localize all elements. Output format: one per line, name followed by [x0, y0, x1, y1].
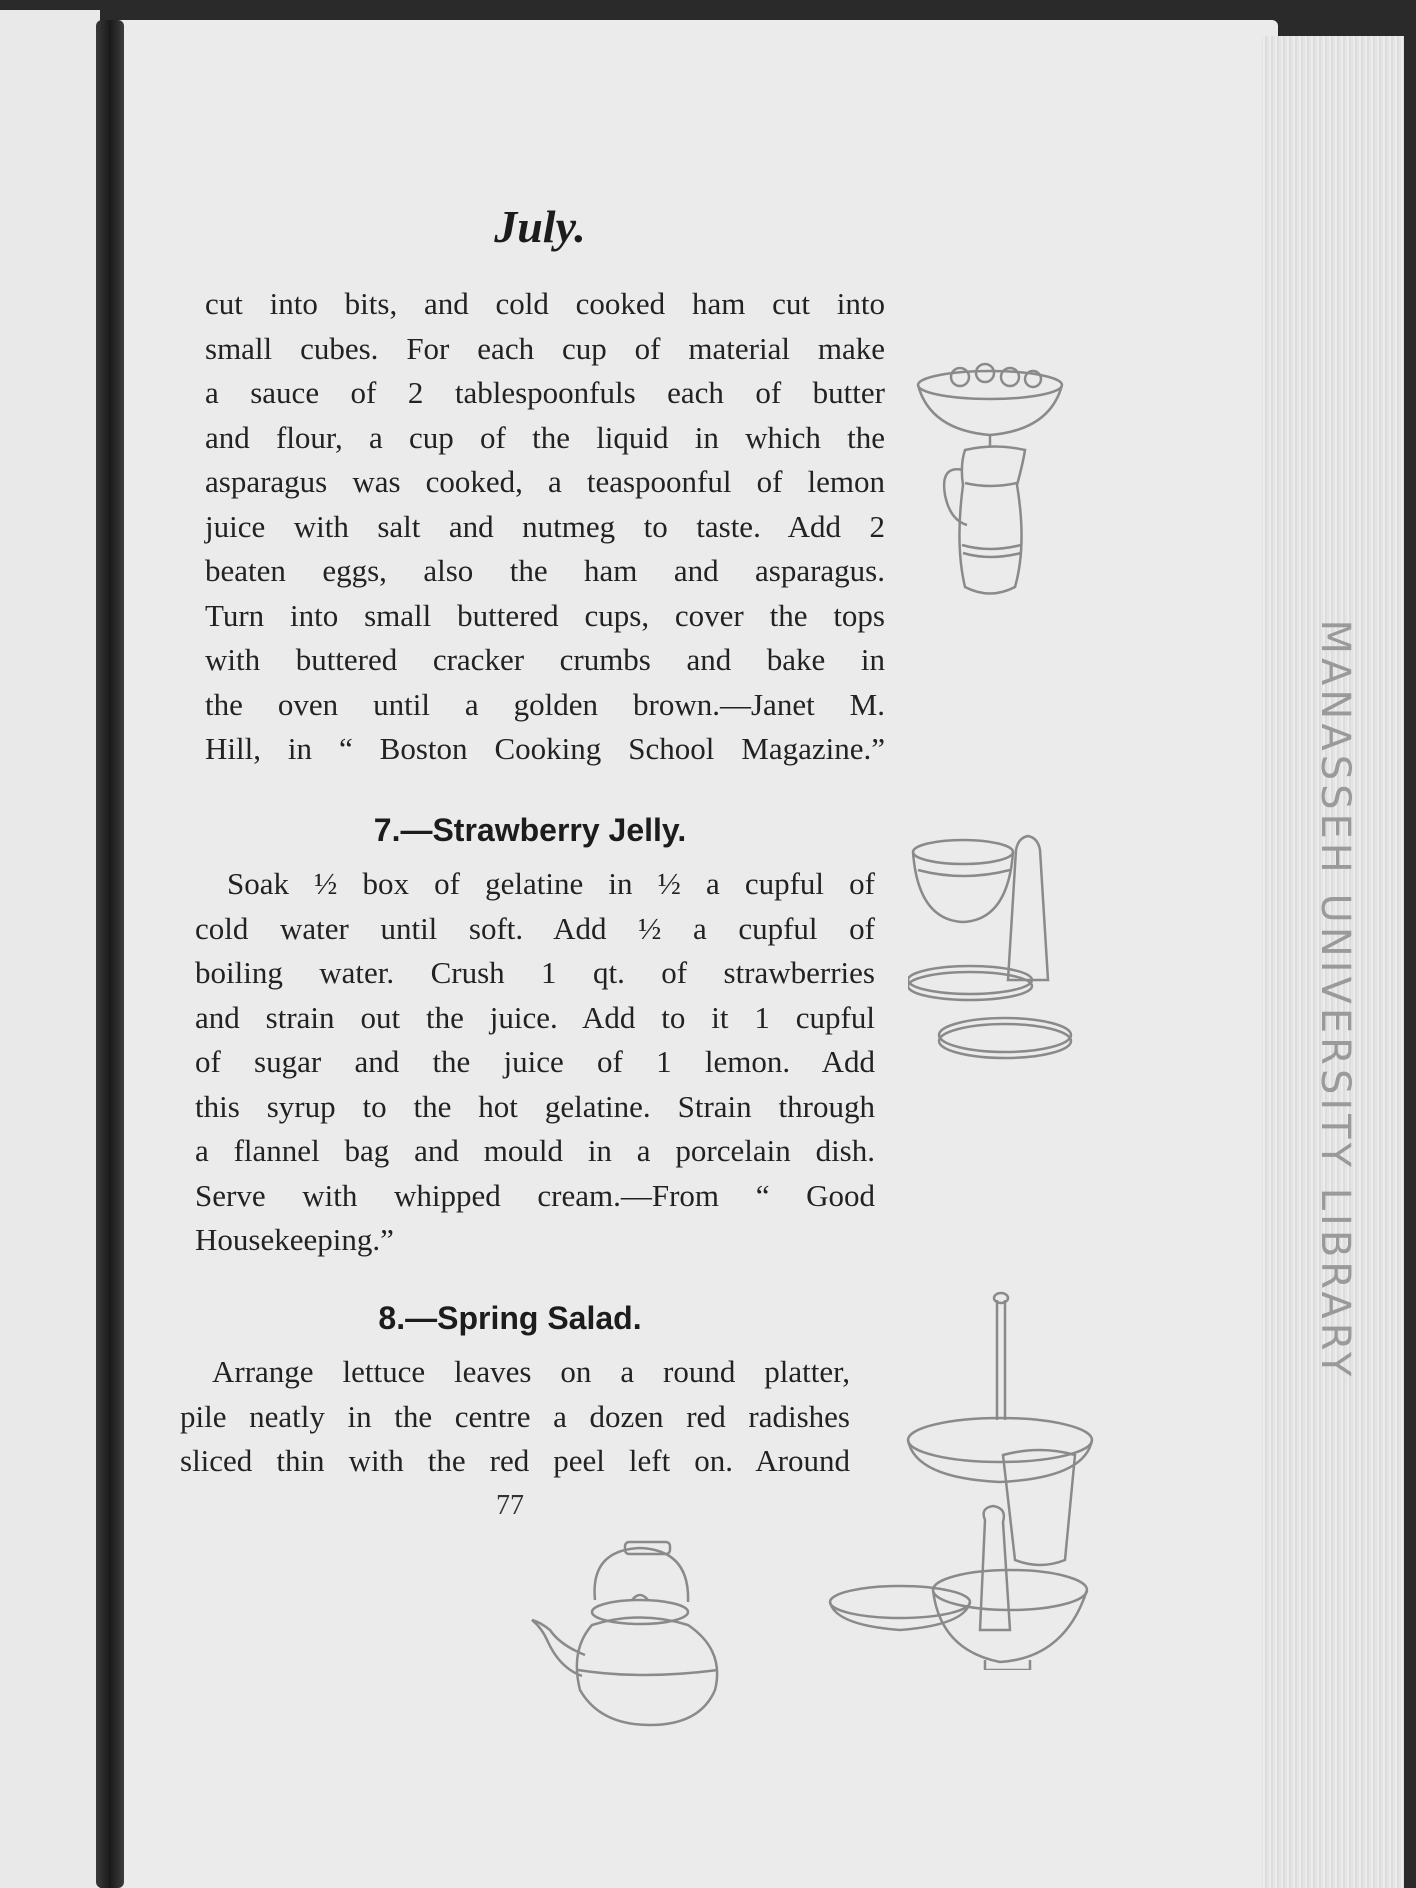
- text-line: juice with salt and nutmeg to taste. Add 2: [205, 508, 885, 544]
- text-line: with buttered cracker crumbs and bake in: [205, 642, 885, 677]
- text-line: Soak ½ box of gelatine in ½ a cupful of: [227, 866, 875, 901]
- text-line: beaten eggs, also the ham and asparagus.: [205, 553, 885, 588]
- text-line: and flour, a cup of the liquid in which the: [205, 419, 885, 455]
- text-line: of sugar and the juice of 1 lemon. Add: [195, 1044, 875, 1079]
- text-line: cut into bits, and cold cooked ham cut into: [205, 286, 885, 321]
- text-line: Arrange lettuce leaves on a round platter,: [212, 1354, 850, 1389]
- recipe-heading-spring-salad: 8.—Spring Salad.: [378, 1300, 642, 1336]
- page-number: 77: [496, 1490, 524, 1521]
- text-line: Housekeeping.”: [195, 1222, 394, 1257]
- text-line: Hill, in “ Boston Cooking School Magazine.”: [205, 731, 885, 766]
- text-line: a flannel bag and mould in a porcelain dish.: [195, 1133, 875, 1168]
- text-line: small cubes. For each cup of material make: [205, 330, 885, 366]
- recipe-heading-strawberry-jelly: 7.—Strawberry Jelly.: [373, 812, 687, 848]
- text-line: sliced thin with the red peel left on. Around: [180, 1443, 850, 1478]
- text-line: cold water until soft. Add ½ a cupful of: [195, 910, 875, 946]
- running-head: July.: [494, 201, 586, 252]
- text-line: the oven until a golden brown.—Janet M.: [205, 686, 885, 722]
- text-line: Serve with whipped cream.—From “ Good: [195, 1177, 875, 1213]
- recipe-7-text: [195, 862, 875, 1263]
- recipe-8-text: [180, 1350, 850, 1484]
- text-line: asparagus was cooked, a teaspoonful of lemon: [205, 464, 885, 499]
- book-spine: [96, 20, 124, 1888]
- text-line: pile neatly in the centre a dozen red radishes: [180, 1398, 850, 1434]
- bowl-bottle-and-plates-icon: [908, 830, 1078, 1070]
- library-stamp: MANASSEH UNIVERSITY LIBRARY: [1312, 619, 1358, 1381]
- kettle-icon: [530, 1530, 750, 1730]
- text-line: a sauce of 2 tablespoonfuls each of butter: [205, 375, 885, 410]
- text-line: this syrup to the hot gelatine. Strain through: [195, 1088, 875, 1124]
- text-line: Turn into small buttered cups, cover the tops: [205, 597, 885, 633]
- fruit-bowl-and-pitcher-icon: [905, 355, 1075, 605]
- left-page-edge: [0, 10, 100, 1888]
- continued-recipe-text: [205, 282, 885, 772]
- pans-and-bowls-icon: [775, 1290, 1095, 1670]
- text-line: and strain out the juice. Add to it 1 cupful: [195, 999, 875, 1035]
- text-line: boiling water. Crush 1 qt. of strawberries: [195, 955, 875, 990]
